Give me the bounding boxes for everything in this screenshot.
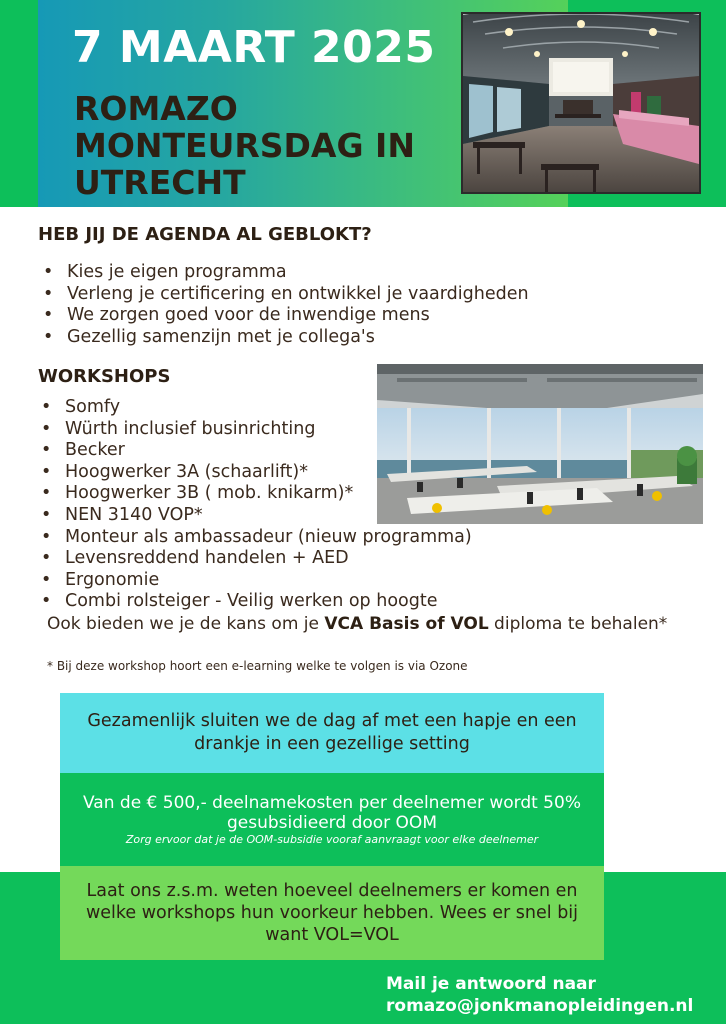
- vca-offer-suffix: diploma te behalen*: [488, 614, 668, 634]
- mail-label: Mail je antwoord naar: [386, 974, 596, 994]
- list-item: • Hoogwerker 3A (schaarlift)*: [38, 462, 472, 484]
- list-item: • Ergonomie: [38, 570, 472, 592]
- email-link[interactable]: romazo@jonkmanopleidingen.nl: [386, 996, 694, 1016]
- vca-offer-prefix: Ook bieden we je de kans om je: [47, 614, 325, 634]
- closing-box: [60, 693, 604, 773]
- list-item: • NEN 3140 VOP*: [38, 505, 472, 527]
- list-item: • Monteur als ambassadeur (nieuw programma): [38, 527, 472, 549]
- vca-offer-highlight: VCA Basis of VOL: [324, 614, 489, 634]
- signup-text: Laat ons z.s.m. weten hoeveel deelnemers er komen en welke workshops hun voorkeur hebben. Wees er snel bij want VOL=VOL: [85, 881, 579, 945]
- list-item: • Verleng je certificering en ontwikkel je vaardigheden: [40, 284, 529, 306]
- list-item: • Levensreddend handelen + AED: [38, 548, 472, 570]
- list-item: • Somfy: [38, 397, 472, 419]
- list-item: • We zorgen goed voor de inwendige mens: [40, 305, 529, 327]
- venue-hall-photo: [461, 12, 701, 194]
- cost-note: Zorg ervoor dat je de OOM-subsidie vooraf aanvraagt voor elke deelnemer: [125, 832, 539, 846]
- list-item: • Becker: [38, 440, 472, 462]
- list-item: • Hoogwerker 3B ( mob. knikarm)*: [38, 483, 472, 505]
- event-title: ROMAZO MONTEURSDAG IN UTRECHT: [74, 89, 415, 202]
- list-item: • Combi rolsteiger - Veilig werken op hoogte: [38, 591, 472, 613]
- list-item: • Kies je eigen programma: [40, 262, 529, 284]
- agenda-list: [40, 262, 529, 348]
- vca-offer: [47, 614, 667, 634]
- cost-text: Van de € 500,- deelnamekosten per deelnemer wordt 50% gesubsidieerd door OOM: [83, 792, 581, 833]
- signup-box: [60, 866, 604, 960]
- agenda-heading: HEB JIJ DE AGENDA AL GEBLOKT?: [38, 224, 372, 245]
- cost-box: [60, 773, 604, 866]
- event-date: 7 MAART 2025: [72, 22, 436, 73]
- classroom-photo: [377, 364, 703, 524]
- closing-text: Gezamenlijk sluiten we de dag af met een hapje en een drankje in een gezellige setting: [87, 711, 577, 754]
- workshops-heading: WORKSHOPS: [38, 366, 171, 387]
- list-item: • Würth inclusief businrichting: [38, 419, 472, 441]
- list-item: • Gezellig samenzijn met je collega's: [40, 327, 529, 349]
- footnote: * Bij deze workshop hoort een e-learning welke te volgen is via Ozone: [47, 659, 468, 673]
